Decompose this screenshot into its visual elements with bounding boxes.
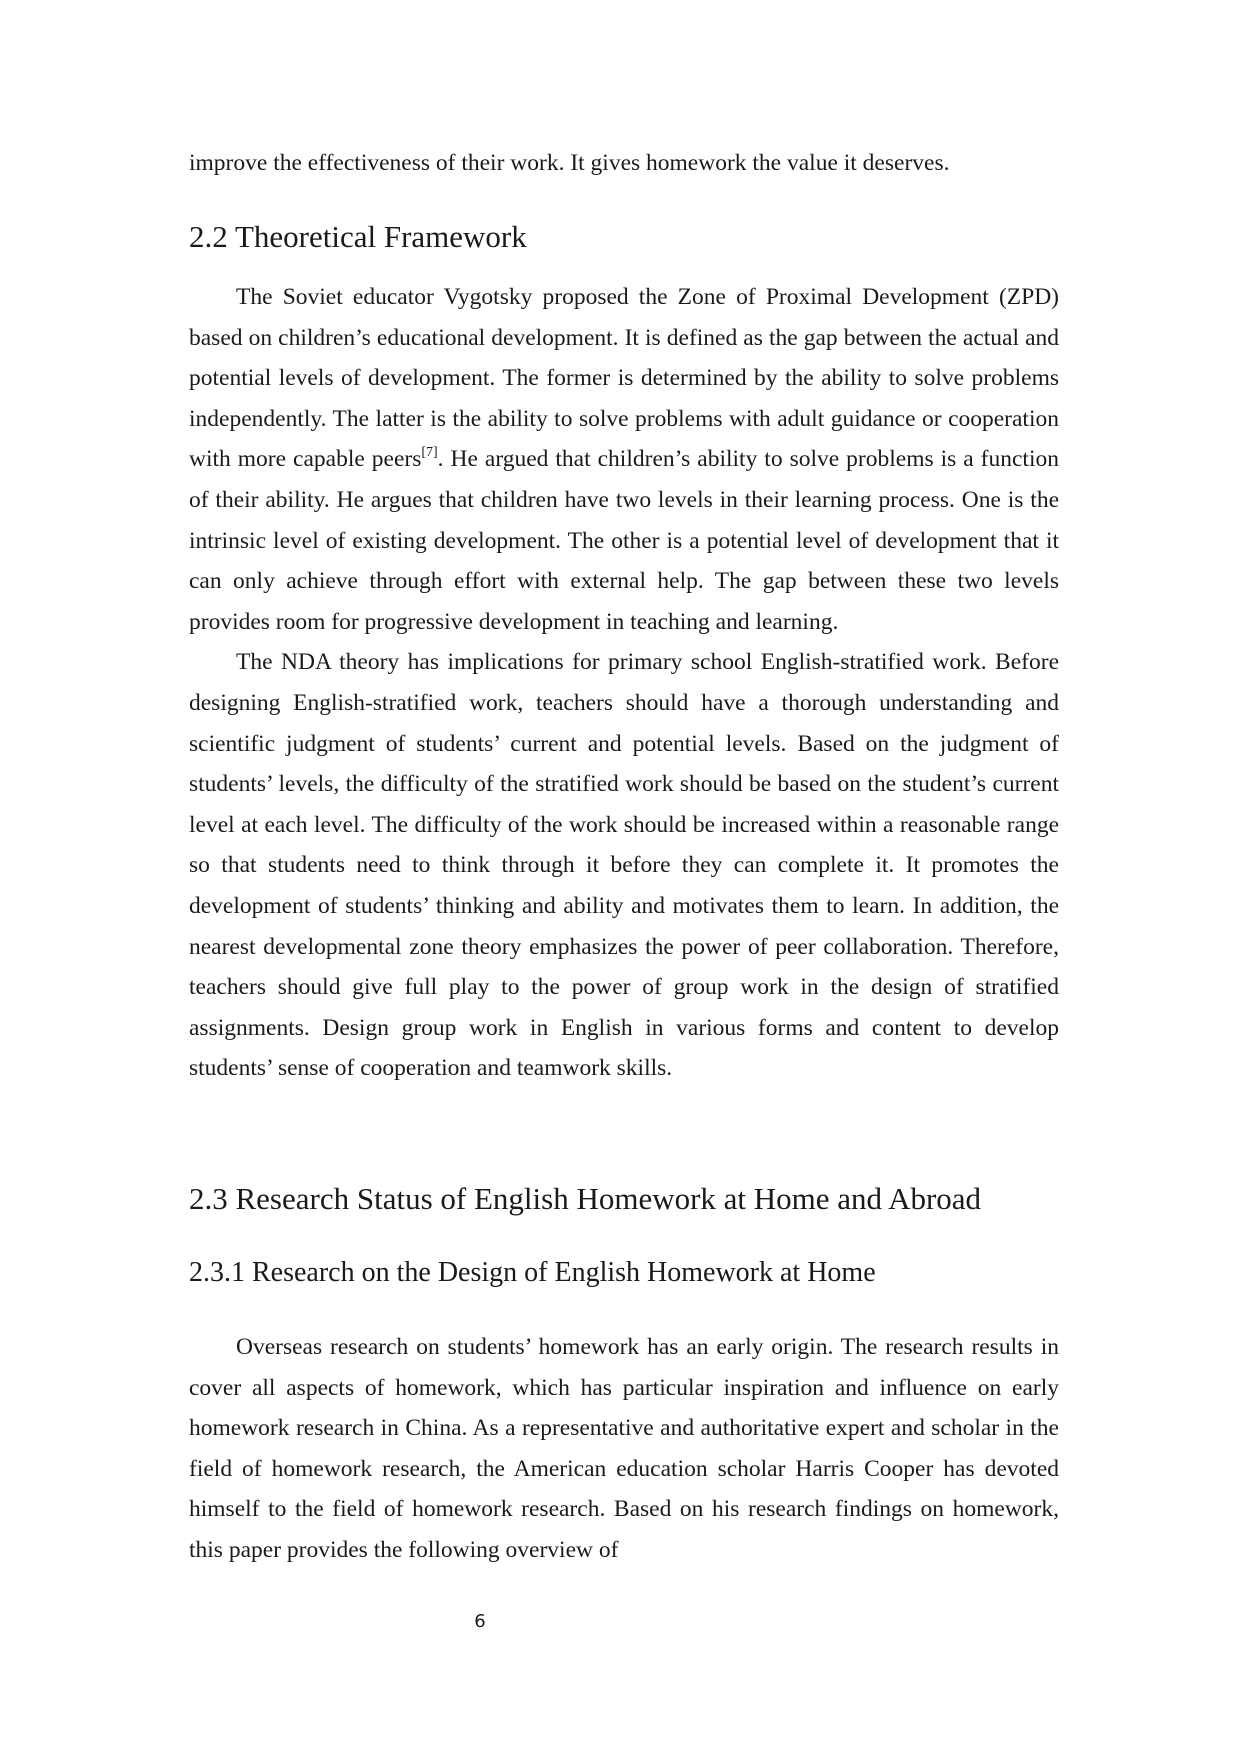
subsection-2-3-1-body [189,1327,1059,1571]
zpd-paragraph-text-a: The Soviet educator Vygotsky proposed the Zone of Proximal Development (ZPD) based on children’s educational development. It is defined as the gap between the actual and potential levels of development. The former is determined by the ability to solve problems independently. The latter is the ability to solve problems with adult guidance or cooperation with more capable peers [189,284,1059,473]
zpd-paragraph [189,277,1059,642]
continued-paragraph [189,143,1059,184]
section-2-2-body [189,277,1059,1089]
section-2-3-heading-block [189,1179,1059,1219]
section-heading-2-3: 2.3 Research Status of English Homework at Home and Abroad [189,1181,982,1216]
section-2-2-heading-block [189,217,1059,257]
subsection-heading-2-3-1: 2.3.1 Research on the Design of English Homework at Home [189,1257,876,1288]
section-heading-2-2: 2.2 Theoretical Framework [189,219,527,254]
continued-paragraph-text: improve the effectiveness of their work. It gives homework the value it deserves. [189,150,950,176]
overseas-research-paragraph: Overseas research on students’ homework has an early origin. The research results in cover all aspects of homework, which has particular inspiration and influence on early homework research in China. As a representative and authoritative expert and scholar in the field of homework research, the American education scholar Harris Cooper has devoted himself to the field of homework research. Based on his research findings on homework, this paper provides the following overview of [189,1334,1059,1563]
zpd-paragraph-text-b: . He argued that children’s ability to solve problems is a function of their ability. He argues that children have two levels in their learning process. One is the intrinsic level of existing development. The other is a potential level of development that it can only achieve through effort with external help. The gap between these two levels provides room for progressive development in teaching and learning. [189,446,1059,635]
page-number: 6 [474,1611,486,1632]
nda-paragraph: The NDA theory has implications for primary school English-stratified work. Before designing English-stratified work, teachers should have a thorough understanding and scientific judgment of students’ current and potential levels. Based on the judgment of students’ levels, the difficulty of the stratified work should be based on the student’s current level at each level. The difficulty of the work should be increased within a reasonable range so that students need to think through it before they can complete it. It promotes the development of students’ thinking and ability and motivates them to learn. In addition, the nearest developmental zone theory emphasizes the power of peer collaboration. Therefore, teachers should give full play to the power of group work in the design of stratified assignments. Design group work in English in various forms and content to develop students’ sense of cooperation and teamwork skills. [189,649,1059,1082]
citation-7: [7] [421,445,438,461]
subsection-2-3-1-heading-block [189,1253,1059,1293]
